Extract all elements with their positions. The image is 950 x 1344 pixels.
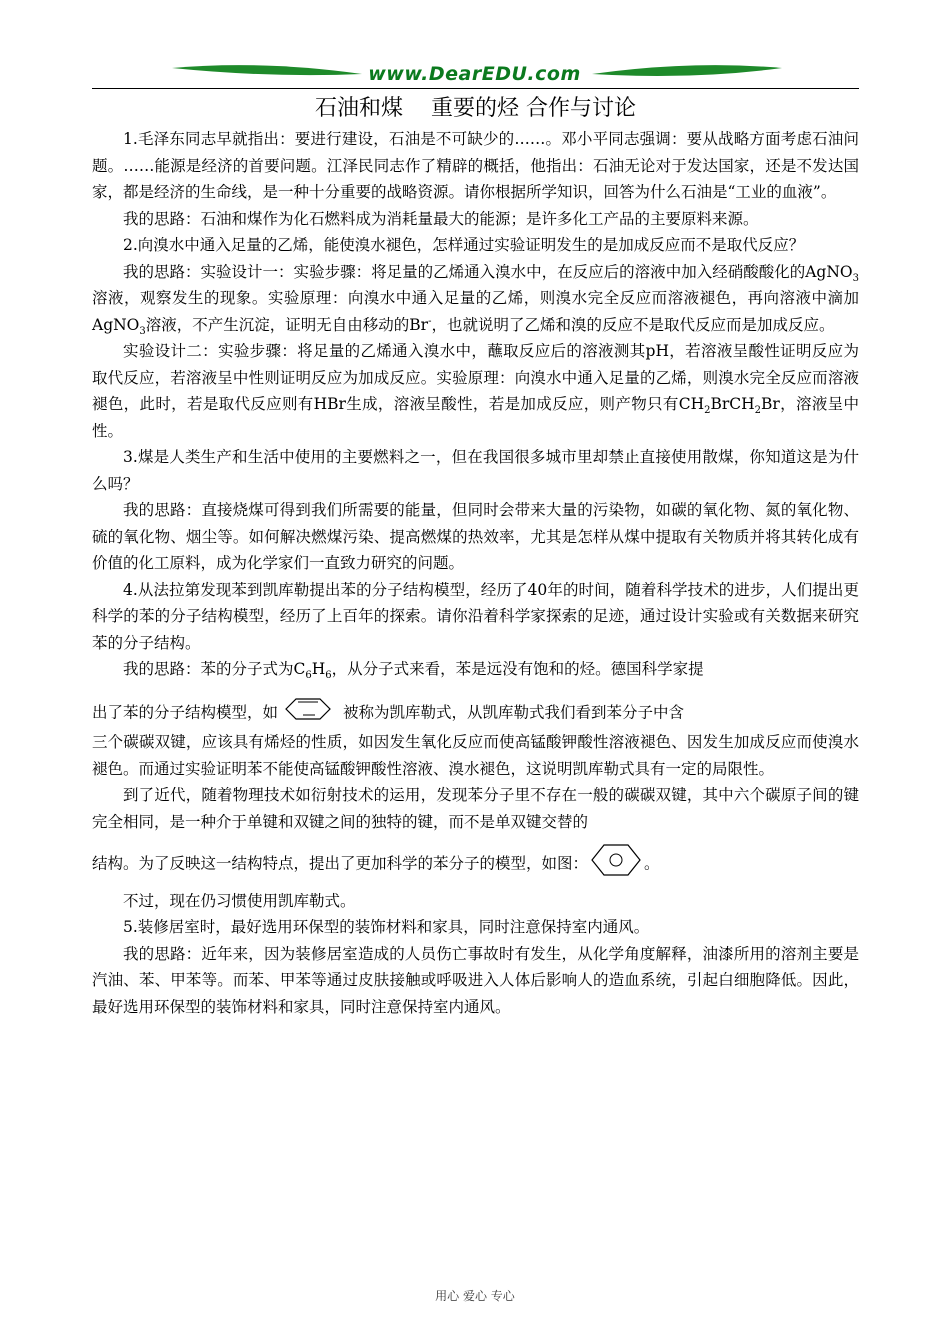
answer-4-note: 不过，现在仍习惯使用凯库勒式。 bbox=[123, 891, 356, 910]
title-part-1: 石油和煤 bbox=[314, 96, 403, 121]
answer-4-modern: 到了近代，随着物理技术如衍射技术的运用，发现苯分子里不存在一般的碳碳双键，其中六个碳原子间的键完全相同，是一种介于单键和双键之间的独特的键，而不是单双键交替的 bbox=[92, 786, 859, 831]
question-5: 5.装修居室时，最好选用环保型的装饰材料和家具，同时注意保持室内通风。 bbox=[123, 918, 650, 936]
page-title bbox=[92, 94, 859, 124]
title-part-2: 重要的烃 合作与讨论 bbox=[431, 96, 636, 121]
header-rule bbox=[92, 88, 859, 89]
question-4: 4.从法拉第发现苯到凯库勒提出苯的分子结构模型，经历了40年的时间，随着科学技术的进步，人们提出更科学的苯的分子结构模型，经历了上百年的探索。请你沿着科学家探索的足迹，通过设计实验或有关数据来研究苯的分子结构。 bbox=[92, 580, 859, 652]
site-url: www.DearEDU.com bbox=[368, 63, 581, 85]
question-1: 1.毛泽东同志早就指出：要进行建设，石油是不可缺少的……。邓小平同志强调：要从战略方面考虑石油问题。……能源是经济的首要问题。江泽民同志作了精辟的概括，他指出：石油无论对于发达国家，还是不发达国家，都是经济的生命线，是一种十分重要的战略资源。请你根据所学知识，回答为什么石油是“工业的血液”。 bbox=[92, 130, 859, 201]
answer-3: 我的思路：直接烧煤可得到我们所需要的能量，但同时会带来大量的污染物，如碳的氧化物、氮的氧化物、硫的氧化物、烟尘等。如何解决燃煤污染、提高燃煤的热效率，尤其是怎样从煤中提取有关物质并将其转化成有价值的化工原料，成为化学家们一直致力研究的问题。 bbox=[92, 501, 859, 572]
answer-1: 我的思路：石油和煤作为化石燃料成为消耗量最大的能源；是许多化工产品的主要原料来源。 bbox=[123, 209, 759, 228]
site-header bbox=[92, 60, 857, 90]
answer-4-intro: 我的思路：苯的分子式为$C_6H_6$，从分子式来看，苯是远没有饱和的烃。德国科学家提 bbox=[123, 660, 704, 682]
answer-2-design-1: 我的思路：实验设计一：实验步骤：将足量的乙烯通入溴水中，在反应后的溶液中加入经硝酸酸化的AgNO$_3$溶液，观察发生的现象。实验原理：向溴水中通入足量的乙烯，则溴水完全反应而溶液褪色，再向溶液中滴加AgNO$_3$溶液，不产生沉淀，证明无自由移动的Br-，也就说明了乙烯和溴的反应不是取代反应而是加成反应。 bbox=[92, 262, 859, 337]
answer-5: 我的思路：近年来，因为装修居室造成的人员伤亡事故时有发生，从化学角度解释，油漆所用的溶剂主要是汽油、苯、甲苯等。而苯、甲苯等通过皮肤接触或呼吸进入人体后影响人的造血系统，引起白细胞降低。因此，最好选用环保型的装饰材料和家具，同时注意保持室内通风。 bbox=[92, 944, 859, 1016]
benzene-ring-icon bbox=[588, 841, 644, 888]
document-body bbox=[92, 126, 859, 1020]
answer-4-continued: 三个碳碳双键，应该具有烯烃的性质，如因发生氧化反应而使高锰酸钾酸性溶液褪色、因发生加成反应而使溴水褪色。而通过实验证明苯不能使高锰酸钾酸性溶液、溴水褪色，这说明凯库勒式具有一定的局限性。 bbox=[92, 733, 859, 778]
answer-4-kekule: 出了苯的分子结构模型，如 被称为凯库勒式，从凯库勒式我们看到苯分子中含 bbox=[92, 697, 859, 730]
question-3: 3.煤是人类生产和生活中使用的主要燃料之一，但在我国很多城市里却禁止直接使用散煤，你知道这是为什么吗？ bbox=[92, 448, 859, 493]
kekule-structure-icon bbox=[278, 697, 338, 730]
answer-2-design-2: 实验设计二：实验步骤：将足量的乙烯通入溴水中，蘸取反应后的溶液测其pH，若溶液呈酸性证明反应为取代反应，若溶液呈中性则证明反应为加成反应。实验原理：向溴水中通入足量的乙烯，则溴水完全反应而溶液褪色，此时，若是取代反应则有HBr生成，溶液呈酸性，若是加成反应，则产物只有$CH_2BrCH_2Br$，溶液呈中性。 bbox=[92, 342, 859, 440]
page-footer: 用心 爱心 专心 bbox=[435, 1289, 515, 1303]
question-2: 2.向溴水中通入足量的乙烯，能使溴水褪色，怎样通过实验证明发生的是加成反应而不是取代反应？ bbox=[123, 236, 805, 254]
answer-4-model: 结构。为了反映这一结构特点，提出了更加科学的苯分子的模型，如图： 。 bbox=[92, 841, 859, 888]
